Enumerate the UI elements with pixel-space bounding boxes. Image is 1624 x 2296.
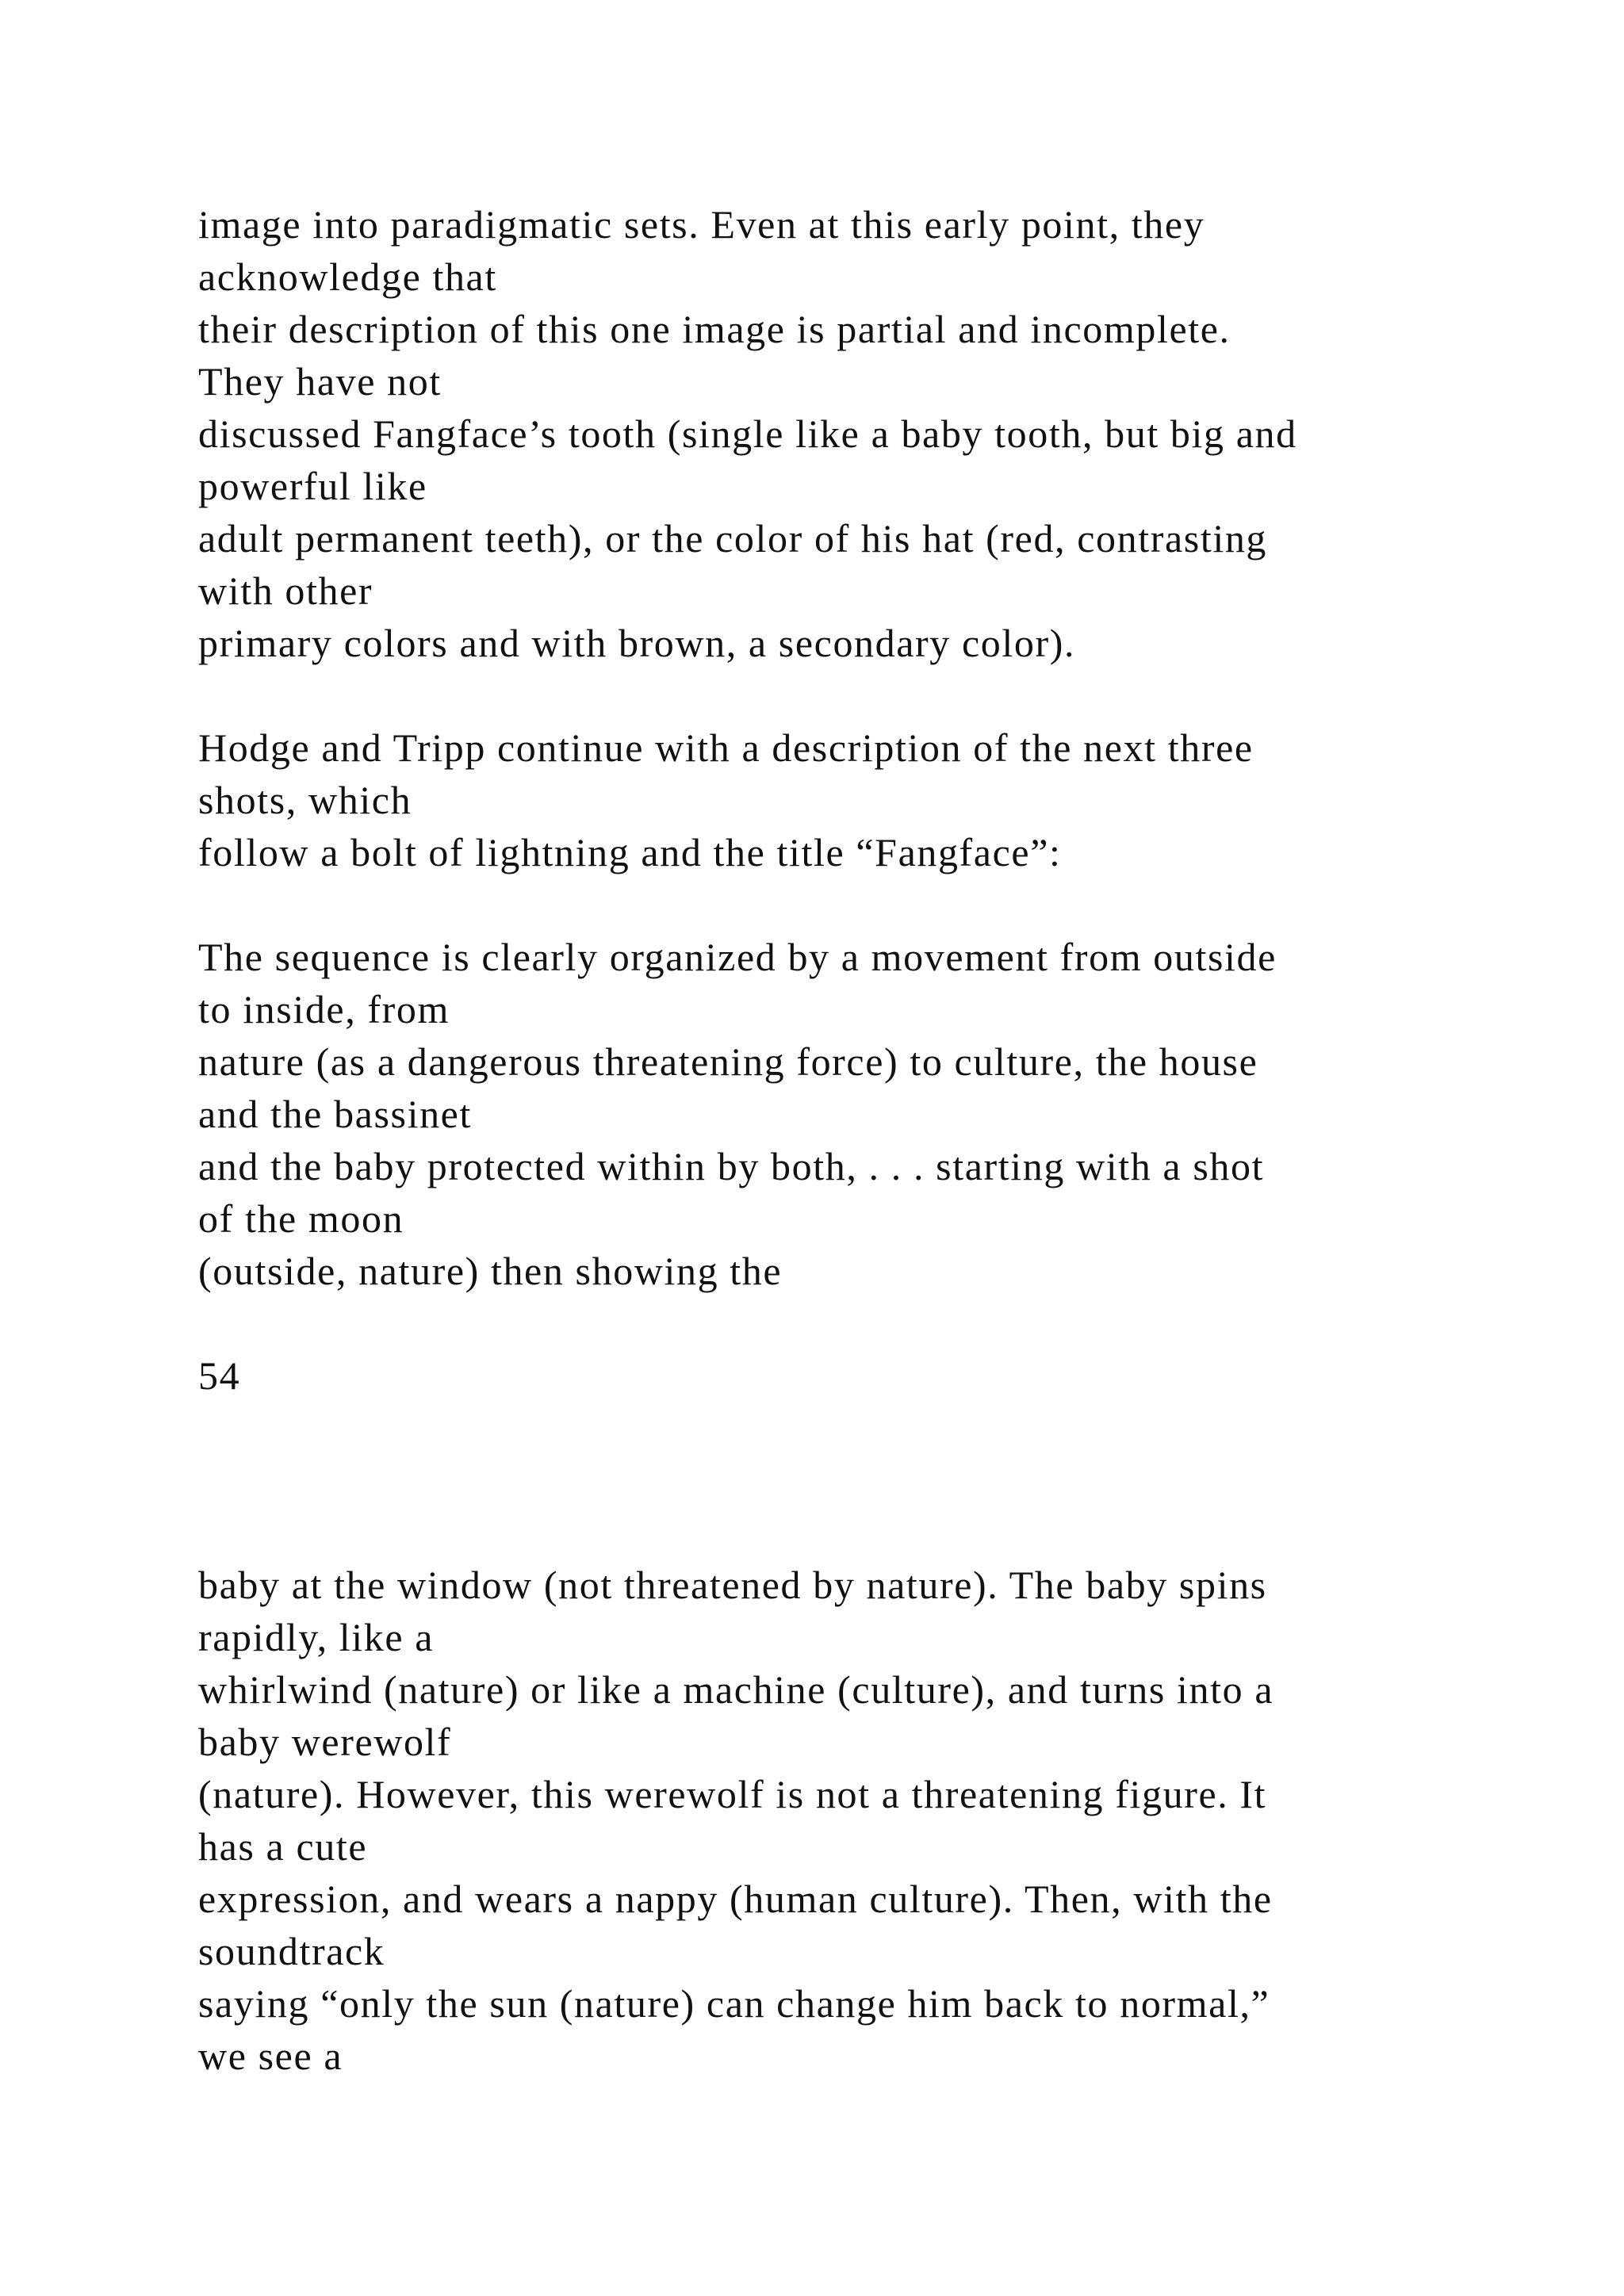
page-number: 54 (198, 1353, 241, 1398)
text-line: follow a bolt of lightning and the title “Fangface”: (198, 830, 1062, 874)
text-line: their description of this one image is partial and incomplete. (198, 307, 1231, 351)
text-line: primary colors and with brown, a secondary color). (198, 621, 1076, 665)
text-line: nature (as a dangerous threatening force) to culture, the house (198, 1039, 1258, 1084)
text-line: saying “only the sun (nature) can change him back to normal,” (198, 1981, 1270, 2026)
text-line: and the baby protected within by both, . . . starting with a shot (198, 1144, 1265, 1188)
text-line: rapidly, like a (198, 1615, 435, 1659)
text-line: baby at the window (not threatened by nature). The baby spins (198, 1563, 1267, 1607)
text-line: image into paradigmatic sets. Even at this early point, they (198, 202, 1205, 247)
text-line: of the moon (198, 1196, 404, 1241)
text-line: shots, which (198, 778, 412, 822)
text-line: The sequence is clearly organized by a movement from outside (198, 935, 1277, 979)
text-line: has a cute (198, 1824, 368, 1869)
text-line: to inside, from (198, 987, 450, 1031)
text-line: (nature). However, this werewolf is not a threatening figure. It (198, 1772, 1267, 1816)
text-line: soundtrack (198, 1929, 385, 1973)
text-line: They have not (198, 359, 442, 404)
text-line: adult permanent teeth), or the color of his hat (red, contrasting (198, 516, 1268, 561)
text-line: Hodge and Tripp continue with a description of the next three (198, 725, 1254, 770)
text-line: we see a (198, 2034, 343, 2078)
text-line: and the bassinet (198, 1092, 472, 1136)
text-line: with other (198, 568, 373, 613)
text-line: powerful like (198, 464, 427, 508)
text-line: discussed Fangface’s tooth (single like a baby tooth, but big and (198, 411, 1297, 456)
text-line: acknowledge that (198, 254, 497, 299)
text-line: expression, and wears a nappy (human culture). Then, with the (198, 1877, 1273, 1921)
text-line: baby werewolf (198, 1720, 452, 1764)
text-line: (outside, nature) then showing the (198, 1249, 783, 1293)
text-line: whirlwind (nature) or like a machine (culture), and turns into a (198, 1667, 1274, 1712)
